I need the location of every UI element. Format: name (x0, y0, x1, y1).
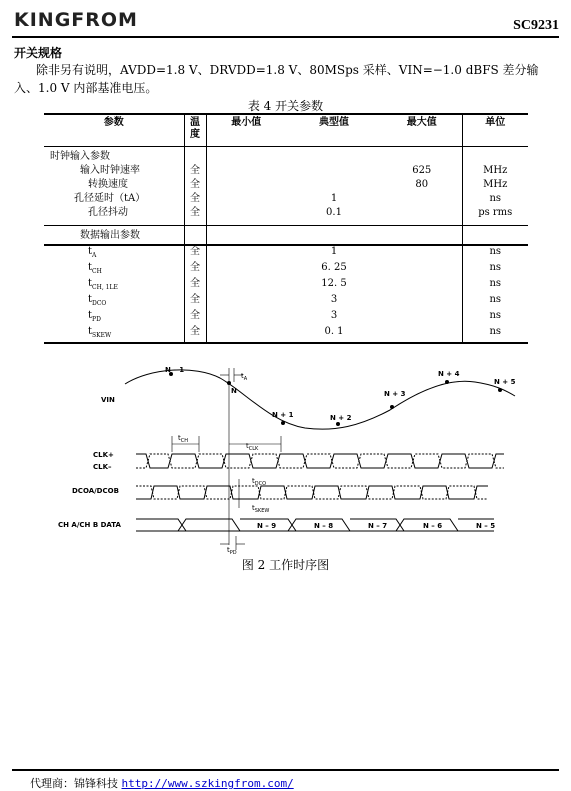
data-output-rows (44, 245, 528, 343)
header-rule (12, 36, 559, 38)
max-cell (382, 326, 462, 343)
table-row (44, 310, 528, 326)
table-row (44, 207, 528, 226)
param-cell (44, 310, 184, 326)
sample-label: N + 1 (272, 411, 294, 419)
unit-cell: ns (462, 193, 528, 207)
min-cell (206, 326, 286, 343)
max-cell (382, 207, 462, 226)
param-symbol: $t_{CH}$ (88, 262, 102, 275)
intro-paragraph: 除非另有说明，AVDD=1.8 V、DRVDD=1.8 V、80MSps 采样、VIN=−1.0 dBFS 差分输入、1.0 V 内部基准电压。 (14, 63, 539, 95)
group-title-row (44, 147, 528, 166)
param-cell (44, 278, 184, 294)
typ-cell: 1 (330, 193, 338, 204)
figure-caption: 图 2 工作时序图 (241, 558, 330, 572)
typ-cell: 0. 1 (324, 326, 344, 337)
section-title: 开关规格 (14, 46, 63, 60)
param-cell: 转换速度 (88, 179, 128, 190)
table-row (44, 179, 528, 193)
model-number: SC9231 (513, 18, 559, 33)
unit-cell: ps rms (462, 207, 528, 226)
data-word: N – 9 (257, 522, 277, 530)
tpd-label: $t_{PD}$ (227, 546, 237, 556)
param-symbol: $t_A$ (88, 246, 97, 259)
temp-cell: 全 (184, 207, 206, 226)
group-title: 时钟输入参数 (50, 151, 110, 162)
typ-cell: 3 (330, 294, 338, 305)
sample-point (336, 422, 340, 426)
temp-cell: 全 (184, 165, 206, 179)
min-cell (206, 310, 286, 326)
unit-cell: ns (462, 294, 528, 310)
param-cell (44, 326, 184, 343)
param-symbol: $t_{SKEW}$ (88, 326, 112, 339)
typ-cell: 3 (330, 310, 338, 321)
max-cell: 80 (415, 179, 429, 190)
table-row (44, 326, 528, 343)
param-symbol: $t_{CH, 1LE}$ (88, 278, 118, 291)
min-cell (206, 165, 286, 179)
vin-label: VIN (101, 396, 115, 404)
table-row (44, 165, 528, 179)
max-cell (382, 245, 462, 262)
footer (30, 775, 294, 791)
min-cell (206, 179, 286, 193)
clk-p-label: CLK+ (93, 451, 114, 459)
max-cell (382, 262, 462, 278)
typ-cell: 6. 25 (321, 262, 347, 273)
data-output-group (44, 226, 528, 246)
param-cell: 孔径抖动 (88, 207, 128, 218)
max-cell (382, 193, 462, 207)
min-cell (206, 245, 286, 262)
min-cell (206, 294, 286, 310)
header-max: 最大值 (382, 114, 462, 147)
typ-cell: 12. 5 (321, 278, 347, 289)
temp-cell: 全 (184, 278, 206, 294)
unit-cell: ns (462, 245, 528, 262)
header-temp: 温度 (184, 114, 206, 147)
min-cell (206, 278, 286, 294)
table-row (44, 245, 528, 262)
typ-cell: 0.1 (326, 207, 342, 218)
sample-label: N + 2 (330, 414, 352, 422)
temp-cell: 全 (184, 193, 206, 207)
param-symbol: $t_{PD}$ (88, 310, 101, 323)
vin-waveform (125, 370, 515, 429)
min-cell (206, 207, 286, 226)
sample-label: N (231, 387, 237, 395)
unit-cell: MHz (462, 165, 528, 179)
unit-cell: MHz (462, 179, 528, 193)
tskew-label: $t_{SKEW}$ (252, 504, 270, 514)
clk-n-label: CLK– (93, 463, 112, 471)
group-title: 数据输出参数 (80, 230, 140, 241)
sample-point (281, 421, 285, 425)
param-cell (44, 262, 184, 278)
typ-cell: 1 (330, 246, 338, 257)
data-word: N – 8 (314, 522, 334, 530)
tch-label: $t_{CH}$ (178, 434, 189, 444)
typ-cell (286, 179, 382, 193)
param-symbol: $t_{DCO}$ (88, 294, 107, 307)
header-min: 最小值 (206, 114, 286, 147)
unit-cell: ns (462, 310, 528, 326)
param-cell: 输入时钟速率 (80, 165, 140, 176)
min-cell (206, 193, 286, 207)
table-row (44, 278, 528, 294)
unit-cell: ns (462, 262, 528, 278)
switching-spec-table (44, 113, 528, 344)
max-cell (382, 278, 462, 294)
sample-label: N + 3 (384, 390, 406, 398)
table-caption: 表 4 开关参数 (247, 99, 324, 113)
header-typ: 典型值 (286, 114, 382, 147)
min-cell (206, 262, 286, 278)
max-cell (382, 310, 462, 326)
unit-cell: ns (462, 278, 528, 294)
sample-label: N – 1 (165, 366, 185, 374)
footer-rule (12, 769, 559, 771)
typ-cell (286, 165, 382, 179)
param-cell (44, 294, 184, 310)
data-word: N – 6 (423, 522, 443, 530)
max-cell: 625 (412, 165, 432, 176)
max-cell (382, 294, 462, 310)
data-word: N – 5 (476, 522, 496, 530)
sample-point (390, 405, 394, 409)
param-cell (44, 245, 184, 262)
temp-cell: 全 (184, 179, 206, 193)
header-unit: 单位 (462, 114, 528, 147)
data-word: N – 7 (368, 522, 388, 530)
temp-cell: 全 (184, 326, 206, 343)
table-row (44, 294, 528, 310)
temp-cell: 全 (184, 294, 206, 310)
tdco-label: $t_{DCO}$ (252, 477, 267, 487)
agent-text: 代理商：锦锋科技 (30, 777, 118, 790)
dco-label: DCOA/DCOB (72, 487, 119, 495)
sample-label: N + 5 (494, 378, 516, 386)
clk-waveform (136, 454, 504, 468)
data-label: CH A/CH B DATA (58, 521, 121, 529)
temp-cell: 全 (184, 262, 206, 278)
table-row (44, 193, 528, 207)
unit-cell: ns (462, 326, 528, 343)
timing-diagram (0, 360, 571, 556)
temp-cell: 全 (184, 245, 206, 262)
table-row (44, 262, 528, 278)
table-header-row (44, 114, 528, 147)
clock-input-group (44, 147, 528, 226)
company-logo: KINGFROM (14, 9, 138, 31)
group-title-row (44, 226, 528, 246)
temp-cell: 全 (184, 310, 206, 326)
sample-point (445, 380, 449, 384)
sample-point (498, 388, 502, 392)
website-link[interactable]: http://www.szkingfrom.com/ (121, 777, 294, 790)
sample-label: N + 4 (438, 370, 460, 378)
param-cell: 孔径延时（tA） (74, 193, 146, 204)
tclk-label: $t_{CLK}$ (246, 442, 259, 452)
header-param: 参数 (44, 114, 184, 147)
ta-label: $t_A$ (241, 372, 248, 382)
